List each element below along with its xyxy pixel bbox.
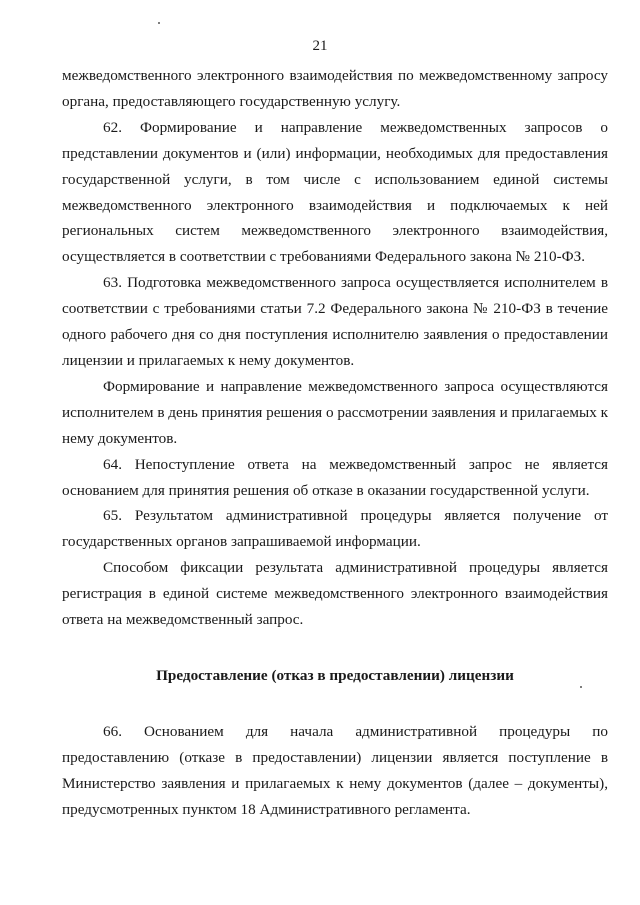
page-number: 21	[312, 38, 328, 54]
document-body	[62, 63, 608, 822]
paragraph-65-continuation: Способом фиксации результата административной процедуры является регистрация в единой системе межведомственного электронного взаимодействия ответа на межведомственный запрос.	[62, 559, 608, 629]
scan-speck	[158, 22, 160, 24]
paragraph-62: 62. Формирование и направление межведомственных запросов о представлении документов и (или) информации, необходимых для предоставления государственной услуги, в том числе с использованием единой системы межведомственного электронного взаимодействия и подключаемых к ней региональных систем межведомственного электронного взаимодействия, осуществляется в соответствии с требованиями Федерального закона № 210-ФЗ.	[62, 118, 608, 266]
scan-speck	[580, 686, 582, 688]
section-heading: Предоставление (отказ в предоставлении) лицензии	[156, 666, 514, 684]
paragraph-64: 64. Непоступление ответа на межведомственный запрос не является основанием для принятия решения об отказе в оказании государственной услуги.	[62, 455, 608, 499]
paragraph-63: 63. Подготовка межведомственного запроса осуществляется исполнителем в соответствии с требованиями статьи 7.2 Федерального закона № 210-ФЗ в течение одного рабочего дня со дня поступления исполнителю заявления о предоставлении лицензии и прилагаемых к нему документов.	[62, 274, 608, 369]
paragraph-65: 65. Результатом административной процедуры является получение от государственных органов запрашиваемой информации.	[62, 507, 608, 551]
paragraph-66: 66. Основанием для начала административной процедуры по предоставлению (отказе в предоставлении) лицензии является поступление в Министерство заявления и прилагаемых к нему документов (далее – документы), предусмотренных пунктом 18 Административного регламента.	[62, 722, 608, 818]
paragraph-63-continuation: Формирование и направление межведомственного запроса осуществляются исполнителем в день принятия решения о рассмотрении заявления и прилагаемых к нему документов.	[62, 377, 608, 447]
paragraph-continuation: межведомственного электронного взаимодействия по межведомственному запросу органа, предоставляющего государственную услугу.	[62, 67, 608, 110]
